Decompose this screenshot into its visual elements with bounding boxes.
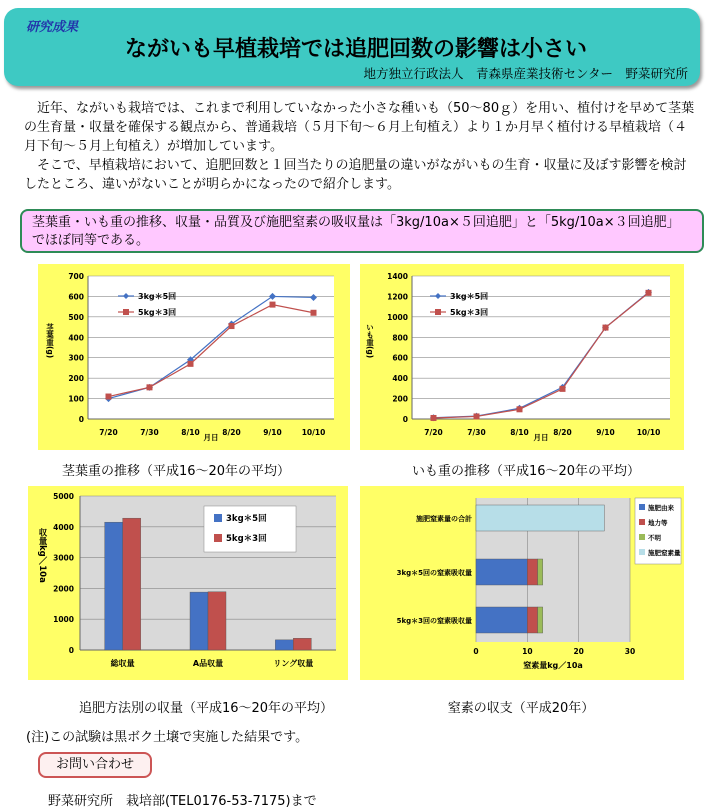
- legend-swatch: [639, 549, 645, 555]
- chart-panel-stem-weight: [38, 264, 350, 450]
- intro-text: [24, 99, 696, 194]
- y-tick-label: 3000: [53, 553, 74, 563]
- legend-label: 3kg＊5回: [138, 292, 177, 301]
- legend-label: 5kg＊3回: [450, 308, 489, 317]
- data-point: [106, 394, 112, 400]
- bar-segment: [538, 559, 543, 585]
- note-text: (注)この試験は黒ボク土壌で実施した結果です。: [26, 730, 309, 745]
- x-tick-label: 10: [522, 647, 533, 656]
- x-tick-label: リング収量: [273, 659, 314, 668]
- legend-label: 不明: [648, 534, 661, 542]
- data-point: [603, 325, 609, 331]
- y-category-label: 施肥窒素量の合計: [416, 515, 472, 523]
- stem-weight-line-chart: [38, 264, 350, 450]
- data-point: [474, 413, 480, 419]
- legend-label: 5kg＊3回: [138, 308, 177, 317]
- caption-stem-weight: 茎葉重の推移（平成16～20年の平均）: [61, 464, 291, 479]
- x-tick-label: 20: [573, 647, 584, 656]
- intro-paragraph-2: そこで、早植栽培において、追肥回数と１回当たりの追肥量の違いがながいもの生育・収量に及ぼす影響を検討したところ、違いがないことが明らかになったので紹介します。: [24, 158, 687, 192]
- bar-segment: [538, 607, 543, 633]
- y-tick-label: 0: [78, 415, 84, 424]
- bar: [208, 592, 226, 650]
- y-axis-title: 茎葉重(g): [45, 323, 55, 359]
- legend-swatch: [214, 514, 222, 522]
- y-tick-label: 500: [68, 312, 84, 322]
- chart-panel-tuber-weight: [360, 264, 684, 450]
- legend-label: 施肥窒素量: [648, 549, 681, 557]
- x-axis-title: 月日: [203, 433, 219, 442]
- x-tick-label: 8/20: [553, 428, 572, 437]
- bar-segment: [476, 607, 527, 633]
- y-tick-label: 1400: [387, 272, 408, 281]
- y-category-label: 5kg＊3回の窒素吸収量: [396, 617, 472, 625]
- legend-swatch: [639, 534, 645, 540]
- y-tick-label: 4000: [53, 522, 74, 532]
- legend-label: 3kg＊5回: [450, 292, 489, 301]
- bar: [275, 640, 293, 650]
- data-point: [517, 406, 523, 412]
- legend-marker: [123, 309, 129, 315]
- legend-swatch: [639, 519, 645, 525]
- legend-label: 3kg＊5回: [226, 514, 267, 524]
- summary-box: 茎葉重・いも重の推移、収量・品質及び施肥窒素の吸収量は「3kg/10a×５回追肥」と「5kg/10a×３回追肥」でほぼ同等である。: [20, 209, 704, 253]
- bar: [293, 638, 311, 650]
- data-point: [229, 323, 235, 329]
- y-axis-title: いも重(g): [365, 323, 375, 359]
- contact-info: 野菜研究所 栽培部(TEL0176-53-7175)まで: [48, 794, 317, 809]
- bar-segment: [527, 559, 537, 585]
- x-tick-label: 10/10: [636, 428, 661, 437]
- x-tick-label: 7/20: [99, 428, 118, 437]
- y-tick-label: 0: [68, 646, 74, 655]
- y-tick-label: 400: [392, 374, 408, 384]
- legend-label: 施肥由来: [648, 504, 674, 512]
- data-point: [646, 290, 652, 296]
- organization-name: 地方独立行政法人 青森県産業技術センター 野菜研究所: [363, 66, 688, 81]
- y-tick-label: 400: [68, 333, 84, 343]
- chart-panel-yield: [28, 486, 348, 680]
- tuber-weight-line-chart: [360, 264, 684, 450]
- nitrogen-stacked-bar-chart: [360, 486, 684, 680]
- y-tick-label: 2000: [53, 584, 74, 594]
- y-tick-label: 5000: [53, 492, 74, 501]
- x-tick-label: 8/20: [222, 428, 241, 437]
- bar: [190, 592, 208, 650]
- y-tick-label: 200: [68, 374, 84, 384]
- bar: [105, 522, 123, 650]
- bar: [123, 518, 141, 650]
- data-point: [311, 310, 317, 316]
- y-tick-label: 1000: [387, 312, 408, 322]
- x-tick-label: 7/30: [467, 428, 486, 437]
- x-tick-label: 9/10: [263, 428, 282, 437]
- y-tick-label: 100: [68, 394, 84, 404]
- y-tick-label: 1000: [53, 615, 74, 625]
- x-tick-label: 7/30: [140, 428, 159, 437]
- data-point: [431, 415, 437, 421]
- x-tick-label: 10/10: [301, 428, 326, 437]
- y-tick-label: 600: [392, 353, 408, 363]
- category-label: 研究成果: [26, 20, 79, 35]
- legend-label: 地力等: [648, 519, 668, 527]
- y-tick-label: 1200: [387, 292, 408, 302]
- yield-bar-chart: [28, 486, 348, 680]
- x-tick-label: 30: [624, 647, 636, 656]
- x-tick-label: 9/10: [596, 428, 615, 437]
- intro-paragraph-1: 近年、ながいも栽培では、これまで利用していなかった小さな種いも（50～80ｇ）を用い、植付けを早めて茎葉の生育量・収量を確保する観点から、普通栽培（５月下旬～６月上旬植え）より１か月早く植付ける早植栽培（４月下旬～５月上旬植え）が増加しています。: [24, 101, 695, 154]
- data-point: [188, 361, 194, 367]
- y-tick-label: 300: [68, 353, 84, 363]
- legend-swatch: [639, 504, 645, 510]
- x-axis-title: 月日: [533, 433, 549, 442]
- y-tick-label: 0: [402, 415, 408, 424]
- legend-swatch: [214, 534, 222, 542]
- caption-nitrogen: 窒素の収支（平成20年）: [447, 701, 595, 716]
- y-tick-label: 800: [392, 333, 408, 343]
- page-title: ながいも早植栽培では追肥回数の影響は小さい: [124, 37, 587, 62]
- x-tick-label: 総収量: [110, 659, 135, 668]
- y-category-label: 3kg＊5回の窒素吸収量: [396, 569, 472, 577]
- x-tick-label: A品収量: [192, 659, 224, 668]
- data-point: [560, 386, 566, 392]
- bar-segment: [476, 559, 527, 585]
- bar-segment: [527, 607, 537, 633]
- x-tick-label: 8/10: [181, 428, 200, 437]
- legend-label: 5kg＊3回: [226, 534, 267, 544]
- legend-box: [204, 506, 296, 552]
- x-tick-label: 0: [473, 647, 479, 656]
- y-tick-label: 700: [68, 272, 84, 281]
- x-tick-label: 8/10: [510, 428, 529, 437]
- bar-segment: [476, 505, 604, 531]
- x-tick-label: 7/20: [424, 428, 443, 437]
- y-tick-label: 200: [392, 394, 408, 404]
- chart-panel-nitrogen: [360, 486, 684, 680]
- y-axis-title: 収量kg／10a: [37, 528, 47, 583]
- data-point: [147, 384, 153, 390]
- x-axis-title: 窒素量kg／10a: [523, 661, 583, 670]
- data-point: [270, 302, 276, 308]
- y-tick-label: 600: [68, 292, 84, 302]
- caption-yield: 追肥方法別の収量（平成16～20年の平均）: [78, 701, 334, 716]
- legend-marker: [435, 309, 441, 315]
- caption-tuber-weight: いも重の推移（平成16～20年の平均）: [411, 464, 641, 479]
- contact-button[interactable]: お問い合わせ: [38, 752, 152, 778]
